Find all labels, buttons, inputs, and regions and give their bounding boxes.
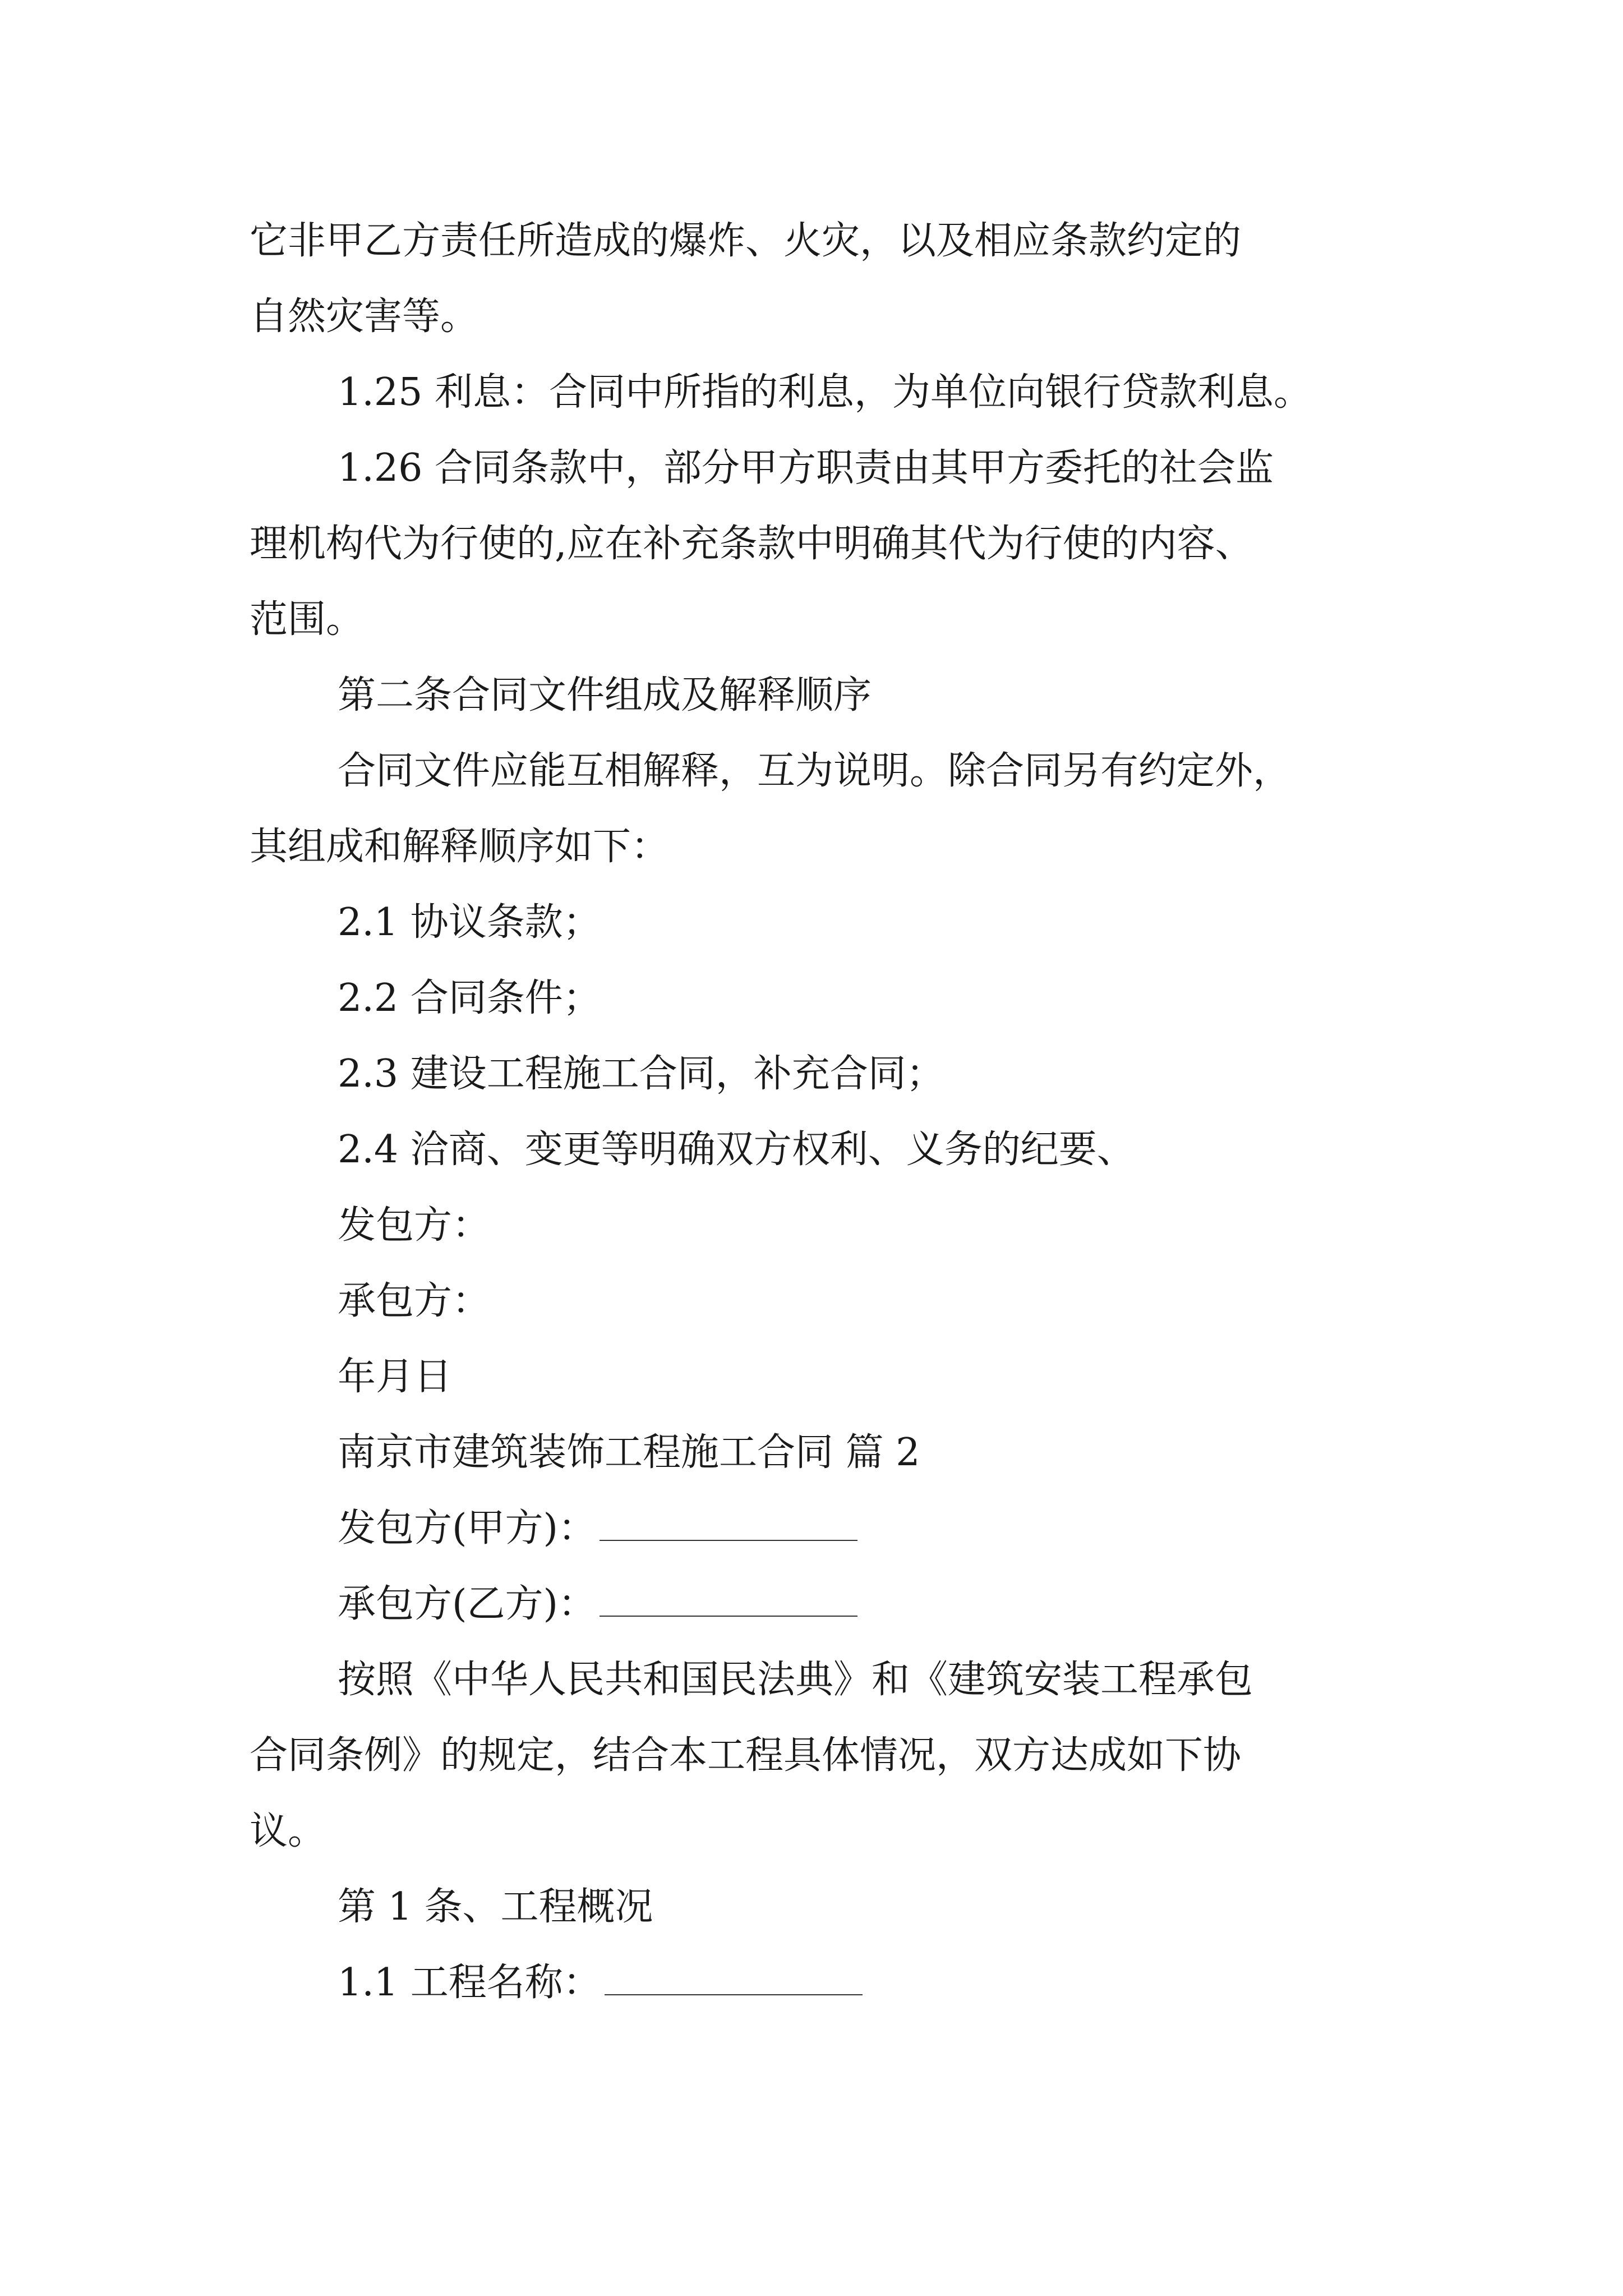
project-name-blank <box>605 1961 863 1995</box>
paragraph-line: 其组成和解释顺序如下： <box>250 825 670 869</box>
paragraph-line: 议。 <box>250 1809 326 1853</box>
party-a-label: 发包方(甲方)： <box>338 1506 597 1550</box>
contract-title: 南京市建筑装饰工程施工合同 篇 2 <box>338 1430 920 1475</box>
signature-label: 发包方： <box>338 1203 491 1248</box>
list-item: 2.4 洽商、变更等明确双方权利、义务的纪要、 <box>338 1128 1135 1172</box>
paragraph-line: 1.25 利息：合同中所指的利息，为单位向银行贷款利息。 <box>338 370 1312 415</box>
list-item: 2.2 合同条件； <box>338 976 601 1020</box>
paragraph-line: 按照《中华人民共和国民法典》和《建筑安装工程承包 <box>338 1658 1253 1702</box>
party-a-blank <box>600 1506 857 1541</box>
project-name-label: 1.1 工程名称： <box>338 1961 601 2005</box>
party-a-field <box>338 1501 857 1557</box>
paragraph-line: 理机构代为行使的,应在补充条款中明确其代为行使的内容、 <box>250 522 1253 566</box>
paragraph-line: 合同条例》的规定，结合本工程具体情况，双方达成如下协 <box>250 1733 1242 1778</box>
list-item: 2.3 建设工程施工合同，补充合同； <box>338 1052 944 1096</box>
party-b-blank <box>600 1582 857 1617</box>
list-item: 2.1 协议条款； <box>338 900 601 945</box>
party-b-label: 承包方(乙方)： <box>338 1582 597 1626</box>
paragraph-line: 合同文件应能互相解释，互为说明。除合同另有约定外， <box>338 749 1292 793</box>
paragraph-line: 自然灾害等。 <box>250 295 479 339</box>
signature-label: 承包方： <box>338 1279 491 1323</box>
paragraph-line: 范围。 <box>250 597 365 642</box>
section-heading: 第 1 条、工程概况 <box>338 1885 653 1929</box>
paragraph-line: 1.26 合同条款中，部分甲方职责由其甲方委托的社会监 <box>338 446 1274 490</box>
party-b-field <box>338 1576 857 1632</box>
paragraph-line: 它非甲乙方责任所造成的爆炸、火灾，以及相应条款约定的 <box>250 219 1242 263</box>
section-heading: 第二条合同文件组成及解释顺序 <box>338 673 872 717</box>
project-name-field <box>338 1955 863 2011</box>
date-label: 年月日 <box>338 1355 453 1399</box>
